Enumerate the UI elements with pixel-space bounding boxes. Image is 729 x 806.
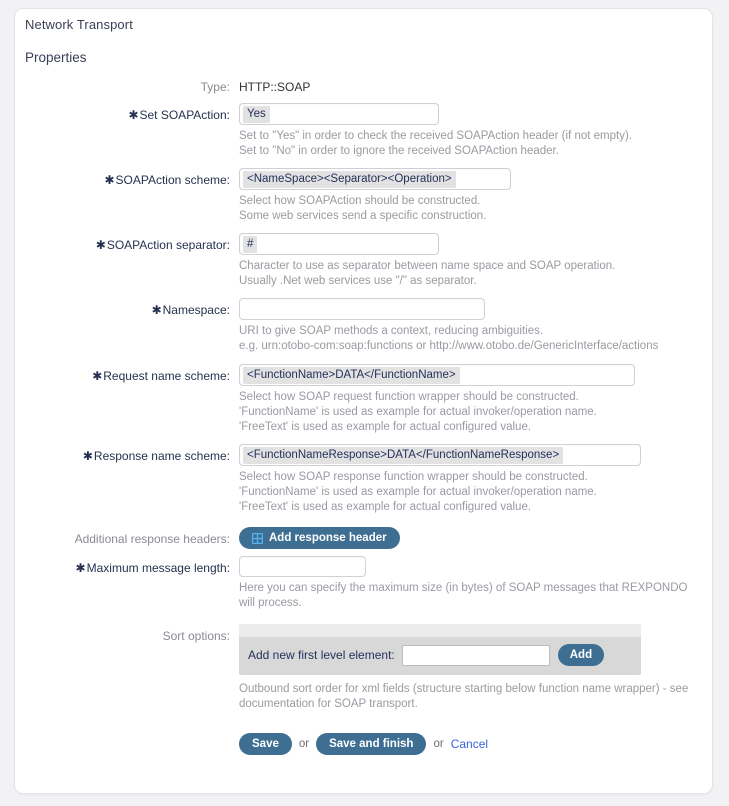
label-type (15, 75, 239, 94)
label-namespace (15, 298, 239, 317)
hint-response-name-scheme-line3: 'FreeText' is used as example for actual configured value. (239, 501, 532, 513)
hint-soapaction-scheme-line2: Some web services send a specific construction. (239, 210, 487, 222)
network-transport-card (14, 8, 713, 794)
maximum-message-length-input[interactable] (239, 556, 366, 577)
hint-soapaction-separator-line2: Usually .Net web services use "/" as separator. (239, 275, 477, 287)
hint-soapaction-separator (239, 259, 712, 289)
hint-namespace (239, 324, 712, 354)
field-additional-response-headers (239, 527, 712, 549)
hint-maximum-message-length (239, 581, 712, 611)
hint-soapaction-scheme (239, 194, 712, 224)
label-response-name-scheme-text: Response name scheme: (93, 449, 230, 463)
required-star-icon: ✱ (92, 369, 103, 383)
label-sort-options (15, 624, 239, 643)
row-request-name-scheme (15, 364, 712, 435)
field-namespace (239, 298, 712, 354)
response-name-scheme-selected-option: <FunctionNameResponse>DATA</FunctionNameResponse> (243, 447, 563, 464)
table-plus-icon (252, 533, 263, 544)
sort-options-panel-body (239, 637, 641, 675)
row-namespace (15, 298, 712, 354)
field-form-actions (239, 733, 712, 755)
set-soapaction-select[interactable] (239, 103, 439, 125)
field-soapaction-separator (239, 233, 712, 289)
hint-sort-options-line2: documentation for SOAP transport. (239, 698, 418, 710)
label-response-name-scheme (15, 444, 239, 463)
or-separator-2: or (433, 738, 444, 750)
required-star-icon: ✱ (75, 561, 86, 575)
row-sort-options (15, 624, 712, 712)
label-type-text: Type: (200, 80, 230, 94)
label-set-soapaction (15, 103, 239, 122)
hint-response-name-scheme-line2: 'FunctionName' is used as example for actual invoker/operation name. (239, 486, 597, 498)
widget-title: Network Transport (25, 17, 133, 32)
label-additional-response-headers (15, 527, 239, 546)
save-button-label: Save (252, 738, 279, 750)
field-type (239, 75, 712, 94)
required-star-icon: ✱ (151, 303, 162, 317)
sort-options-panel-strip (239, 624, 641, 637)
request-name-scheme-select[interactable] (239, 364, 635, 386)
set-soapaction-selected-option: Yes (243, 106, 270, 123)
required-star-icon: ✱ (95, 238, 106, 252)
label-maximum-message-length (15, 556, 239, 575)
namespace-input[interactable] (239, 298, 485, 320)
label-namespace-text: Namespace: (162, 303, 230, 317)
save-and-finish-button-label: Save and finish (329, 738, 414, 750)
label-additional-response-headers-text: Additional response headers: (74, 532, 230, 546)
hint-request-name-scheme-line3: 'FreeText' is used as example for actual configured value. (239, 421, 532, 433)
soapaction-separator-selected-option: # (243, 236, 257, 253)
soapaction-scheme-select[interactable] (239, 168, 511, 190)
hint-request-name-scheme (239, 390, 712, 435)
cancel-link[interactable]: Cancel (450, 737, 489, 751)
response-name-scheme-select[interactable] (239, 444, 641, 466)
label-form-actions-spacer (15, 733, 239, 738)
add-element-button[interactable] (558, 644, 604, 666)
required-star-icon: ✱ (104, 173, 115, 187)
label-maximum-message-length-text: Maximum message length: (86, 561, 230, 575)
hint-response-name-scheme (239, 470, 712, 515)
row-soapaction-separator (15, 233, 712, 289)
form-actions (239, 733, 712, 755)
hint-soapaction-scheme-line1: Select how SOAPAction should be constructed. (239, 195, 481, 207)
field-maximum-message-length (239, 556, 712, 611)
hint-set-soapaction-line2: Set to "No" in order to ignore the received SOAPAction header. (239, 145, 559, 157)
or-separator-1: or (298, 738, 310, 750)
hint-request-name-scheme-line1: Select how SOAP request function wrapper should be constructed. (239, 391, 579, 403)
field-sort-options (239, 624, 712, 712)
sort-options-panel (239, 624, 641, 675)
row-additional-response-headers (15, 527, 712, 549)
hint-maximum-message-length-line2: will process. (239, 597, 302, 609)
hint-set-soapaction (239, 129, 712, 159)
properties-form (15, 75, 712, 755)
label-sort-options-text: Sort options: (162, 629, 230, 643)
row-type (15, 75, 712, 99)
field-request-name-scheme (239, 364, 712, 435)
hint-sort-options (239, 682, 712, 712)
hint-namespace-line2: e.g. urn:otobo-com:soap:functions or http://www.otobo.de/GenericInterface/actions (239, 340, 659, 352)
hint-namespace-line1: URI to give SOAP methods a context, reducing ambiguities. (239, 325, 544, 337)
soapaction-scheme-selected-option: <NameSpace><Separator><Operation> (243, 171, 456, 188)
label-set-soapaction-text: Set SOAPAction: (139, 108, 230, 122)
save-and-finish-button[interactable] (316, 733, 426, 755)
hint-soapaction-separator-line1: Character to use as separator between name space and SOAP operation. (239, 260, 616, 272)
hint-request-name-scheme-line2: 'FunctionName' is used as example for actual invoker/operation name. (239, 406, 597, 418)
add-response-header-label: Add response header (269, 532, 387, 544)
add-first-level-element-label: Add new first level element: (248, 648, 395, 662)
hint-sort-options-line1: Outbound sort order for xml fields (structure starting below function name wrapper) - see (239, 683, 689, 695)
field-response-name-scheme (239, 444, 712, 515)
hint-response-name-scheme-line1: Select how SOAP response function wrapper should be constructed. (239, 471, 588, 483)
row-form-actions (15, 733, 712, 755)
hint-maximum-message-length-line1: Here you can specify the maximum size (in bytes) of SOAP messages that REXPONDO (239, 582, 688, 594)
required-star-icon: ✱ (128, 108, 139, 122)
request-name-scheme-selected-option: <FunctionName>DATA</FunctionName> (243, 367, 460, 384)
save-button[interactable] (239, 733, 292, 755)
field-soapaction-scheme (239, 168, 712, 224)
add-response-header-button[interactable] (239, 527, 400, 549)
type-value: HTTP::SOAP (239, 80, 311, 94)
label-soapaction-separator (15, 233, 239, 252)
label-request-name-scheme-text: Request name scheme: (103, 369, 230, 383)
row-maximum-message-length (15, 556, 712, 611)
row-response-name-scheme (15, 444, 712, 515)
add-element-button-label: Add (569, 649, 593, 661)
required-star-icon: ✱ (82, 449, 93, 463)
label-request-name-scheme (15, 364, 239, 383)
label-soapaction-scheme-text: SOAPAction scheme: (115, 173, 230, 187)
soapaction-separator-select[interactable] (239, 233, 439, 255)
add-first-level-element-input[interactable] (402, 645, 550, 666)
hint-set-soapaction-line1: Set to "Yes" in order to check the received SOAPAction header (if not empty). (239, 130, 632, 142)
row-set-soapaction (15, 103, 712, 159)
row-soapaction-scheme (15, 168, 712, 224)
label-soapaction-scheme (15, 168, 239, 187)
label-soapaction-separator-text: SOAPAction separator: (106, 238, 230, 252)
field-set-soapaction (239, 103, 712, 159)
page-title: Properties (25, 50, 87, 65)
